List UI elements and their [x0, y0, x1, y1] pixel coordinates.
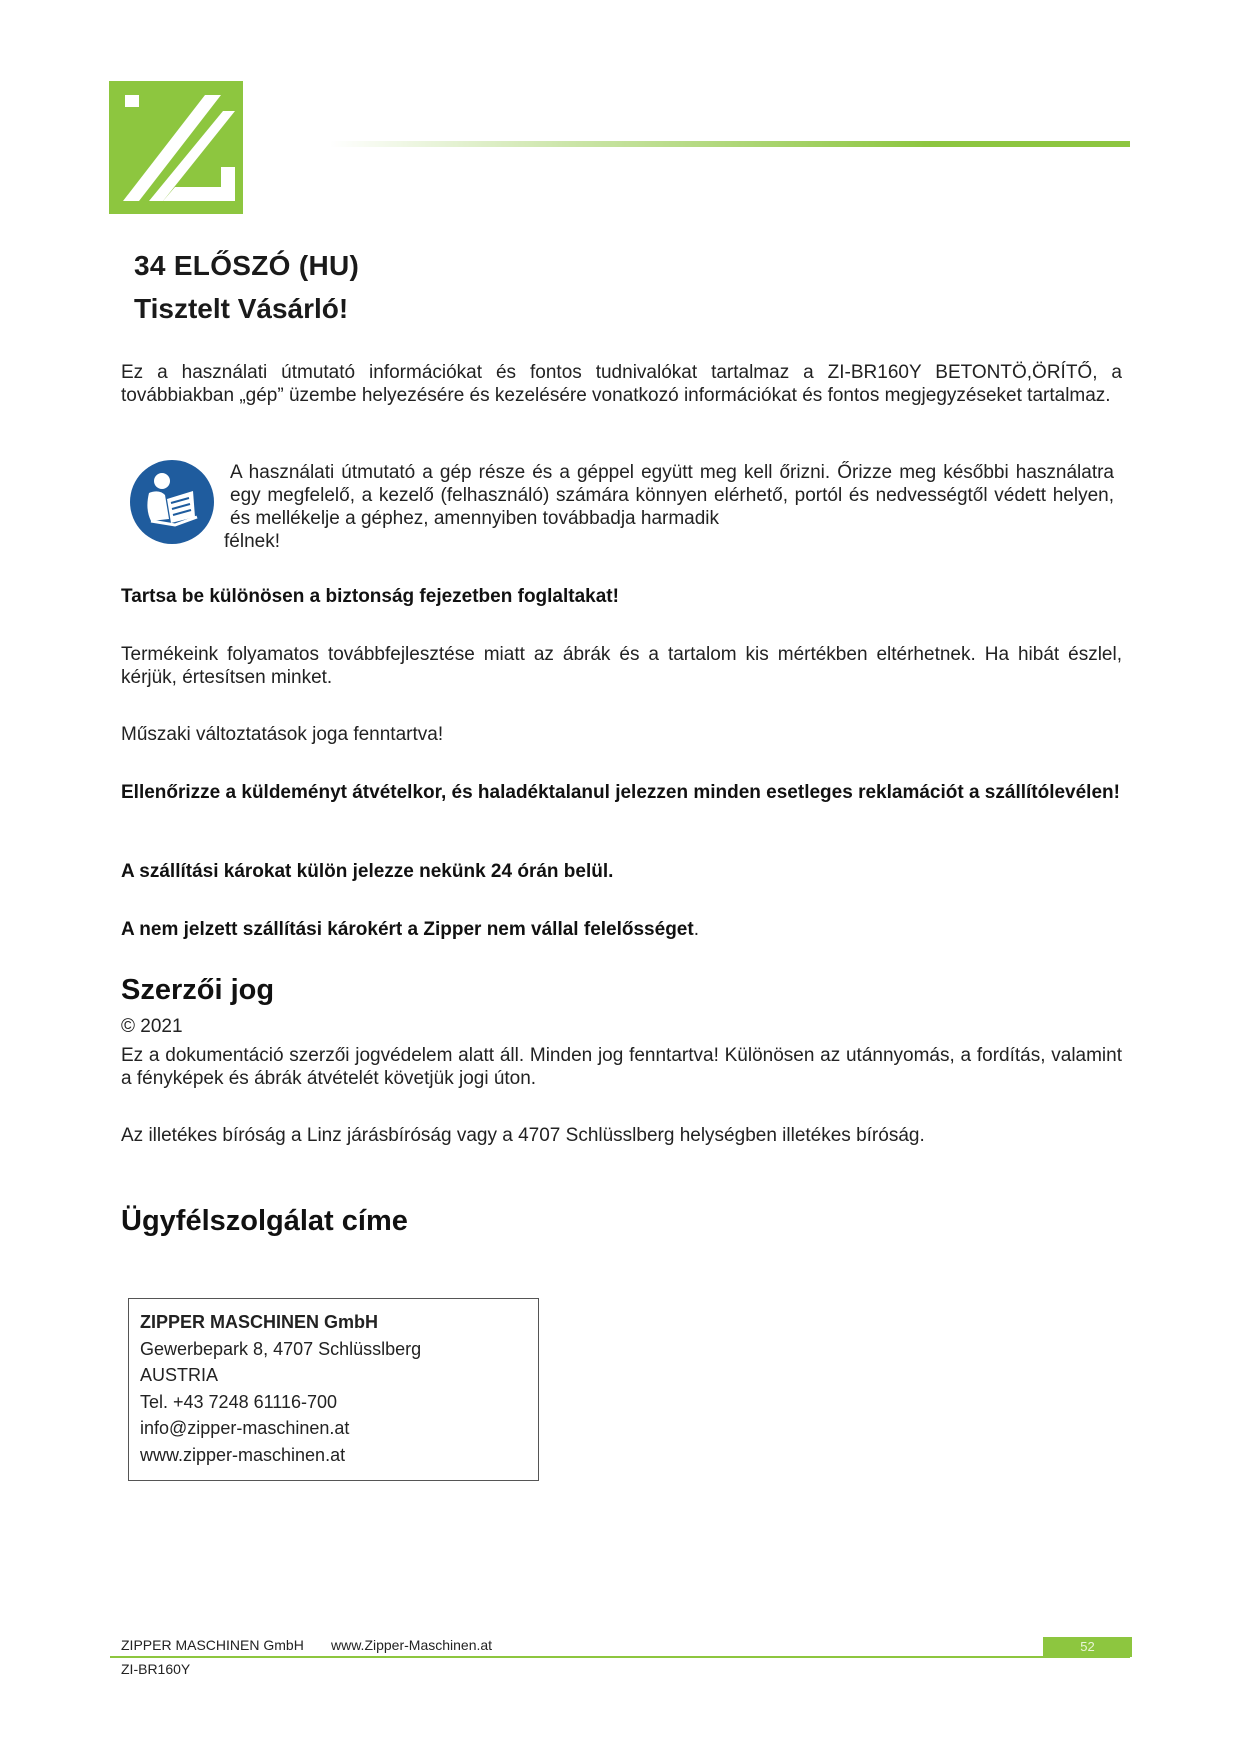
tech-reserved-note: Műszaki változtatások joga fenntartva!	[121, 724, 444, 745]
footer-website[interactable]: www.Zipper-Maschinen.at	[331, 1637, 493, 1653]
safety-note: Tartsa be különösen a biztonság fejezetben foglaltakat!	[121, 586, 619, 607]
read-manual-icon	[129, 459, 215, 545]
service-website[interactable]: www.zipper-maschinen.at	[140, 1445, 346, 1465]
service-phone: Tel. +43 7248 61116-700	[140, 1392, 337, 1412]
zipper-z-logo-icon	[109, 81, 243, 214]
greeting-heading: Tisztelt Vásárló!	[134, 293, 349, 324]
service-address-box	[128, 1298, 539, 1481]
header-divider	[330, 141, 1130, 147]
liability-text: A nem jelzett szállítási károkért a Zipper nem vállal felelősséget	[121, 919, 694, 940]
copyright-heading: Szerzői jog	[121, 974, 275, 1006]
footer-model: ZI-BR160Y	[121, 1661, 191, 1677]
jurisdiction-text: Az illetékes bíróság a Linz járásbíróság vagy a 4707 Schlüsslberg helységben illetékes bíróság.	[121, 1125, 925, 1146]
service-street: Gewerbepark 8, 4707 Schlüsslberg	[140, 1339, 422, 1359]
manual-notice-text: A használati útmutató a gép része és a géppel együtt meg kell őrizni. Őrizze meg későbbi használatra egy megfelelő, a kezelő (felhasználó) számára könnyen elérhető, portól és nedvességtől védett helyen, és mellékelje a géphez, amennyiben továbbadja harmadik	[230, 462, 1114, 529]
intro-paragraph: Ez a használati útmutató információkat és fontos tudnivalókat tartalmaz a ZI-BR160Y BETONTÖ,ÖRÍTŐ, a továbbiakban „gép” üzembe helyezésére és kezelésére vonatkozó információkat és fontos megjegyzéseket tartalmaz.	[121, 362, 1122, 406]
delivery-check-note: Ellenőrizze a küldeményt átvételkor, és haladéktalanul jelezzen minden esetleges reklamációt a szállítólevélen!	[121, 782, 1120, 803]
footer-divider	[110, 1656, 1130, 1658]
liability-note	[121, 918, 699, 941]
manual-notice-last-line: félnek!	[224, 531, 280, 552]
copyright-text: Ez a dokumentáció szerzői jogvédelem alatt áll. Minden jog fenntartva! Különösen az utánnyomás, a fordítás, valamint a fényképek és ábrák átvételét követjük jogi úton.	[121, 1045, 1122, 1089]
footer-company: ZIPPER MASCHINEN GmbH	[121, 1637, 304, 1653]
development-note: Termékeink folyamatos továbbfejlesztése miatt az ábrák és a tartalom kis mértékben eltérhetnek. Ha hibát észlel, kérjük, értesítsen minket.	[121, 644, 1122, 688]
liability-end: .	[693, 919, 699, 940]
service-country: AUSTRIA	[140, 1365, 219, 1385]
transport-damage-note: A szállítási károkat külön jelezze nekünk 24 órán belül.	[121, 861, 614, 882]
page-number: 52	[1043, 1637, 1132, 1657]
zipper-logo	[109, 81, 243, 214]
chapter-title: 34 ELŐSZÓ (HU)	[134, 250, 360, 281]
service-heading: Ügyfélszolgálat címe	[121, 1205, 408, 1237]
service-email[interactable]: info@zipper-maschinen.at	[140, 1418, 350, 1438]
service-company: ZIPPER MASCHINEN GmbH	[140, 1312, 379, 1332]
copyright-year: © 2021	[121, 1016, 183, 1037]
